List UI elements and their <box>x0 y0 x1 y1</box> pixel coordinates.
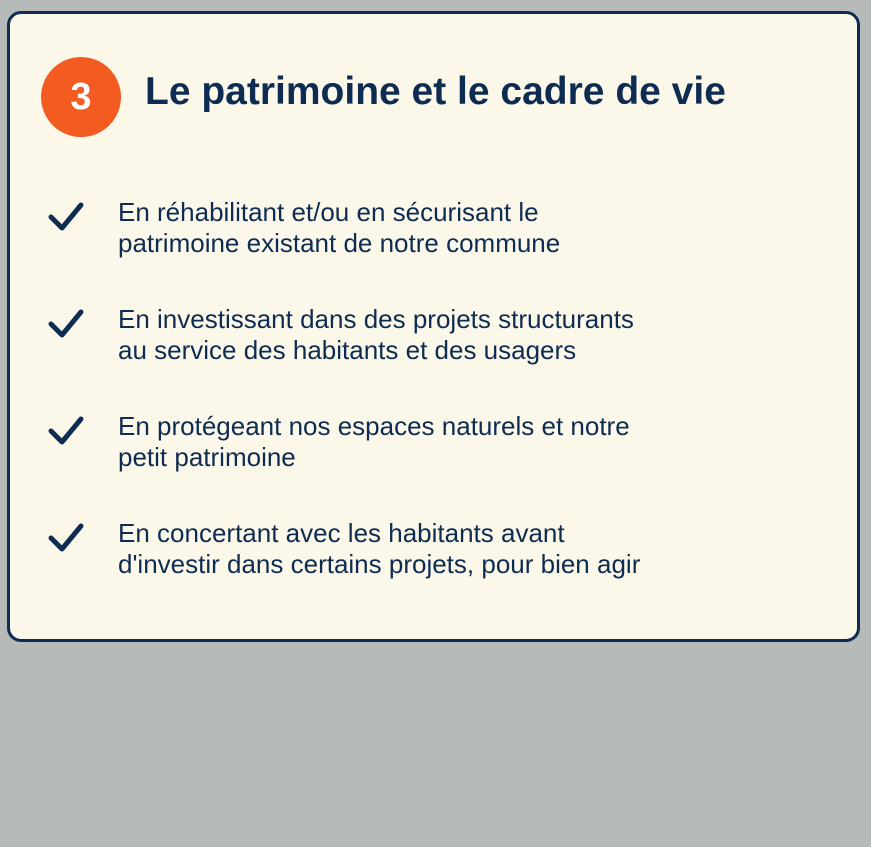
section-card <box>7 11 860 642</box>
list-item-text: En réhabilitant et/ou en sécurisant le patrimoine existant de notre commune <box>118 197 561 258</box>
list-item-text: En concertant avec les habitants avant d'investir dans certains projets, pour bien agir <box>118 518 641 579</box>
section-number-badge: 3 <box>41 57 121 137</box>
check-icon <box>46 518 86 558</box>
section-title: Le patrimoine et le cadre de vie <box>145 70 726 113</box>
check-icon <box>46 197 86 237</box>
list-item-text: En investissant dans des projets structurants au service des habitants et des usagers <box>118 304 634 365</box>
check-icon <box>46 304 86 344</box>
list-item-text: En protégeant nos espaces naturels et notre petit patrimoine <box>118 411 630 472</box>
check-icon <box>46 411 86 451</box>
